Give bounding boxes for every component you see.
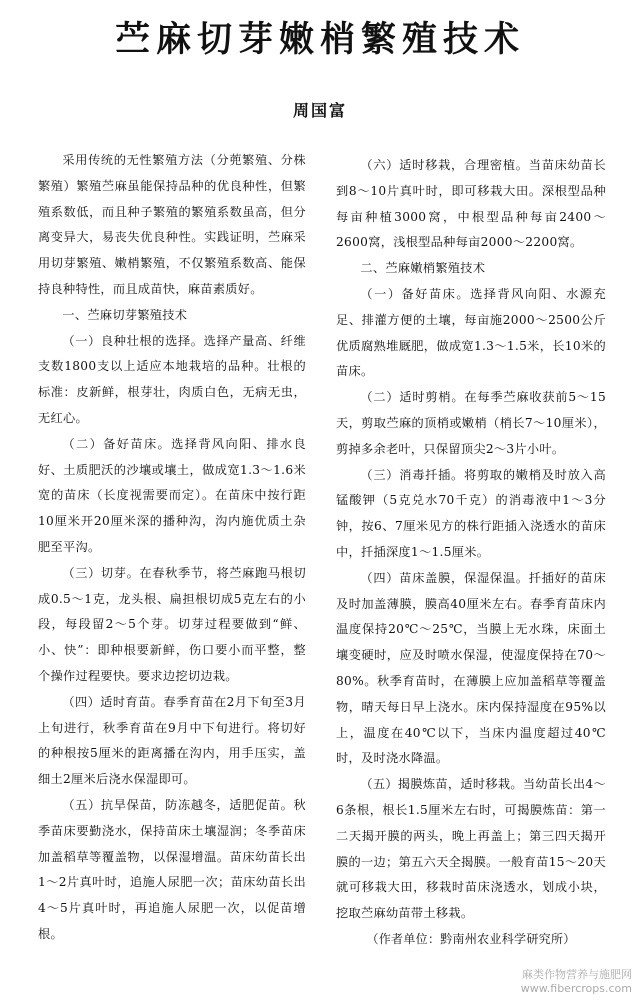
section-heading-cut-bud: 一、苎麻切芽繁殖技术 — [62, 307, 188, 322]
paragraph: （四）适时育苗。春季育苗在2月下旬至3月上旬进行，秋季育苗在9月中下旬进行。将切好的种根按5厘米的距离播在沟内，用手压实，盖细土2厘米后浇水保湿即可。 — [38, 694, 306, 787]
paragraph: （六）适时移栽，合理密植。当苗床幼苗长到8～10片真叶时，即可移栽大田。深根型品种每亩种植3000窝，中根型品种每亩2400～2600窝，浅根型品种每亩2000～2200窝。 — [336, 158, 606, 250]
article-author: 周国富 — [292, 101, 347, 120]
article-title: 苎麻切芽嫩梢繁殖技术 — [114, 20, 525, 60]
paragraph: （三）切芽。在春秋季节，将苎麻跑马根切成0.5～1克，龙头根、扁担根切成5克左右的小段，每段留2～5个芽。切芽过程要做到“鲜、小、快”：即种根要新鲜，伤口要小而平整，整个操作过程要快。要求边挖切边栽。 — [38, 565, 306, 683]
paragraph: （二）适时剪梢。在每季苎麻收获前5～15天，剪取苎麻的顶梢或嫩梢（梢长7～10厘米），剪掉多余老叶，只保留顶尖2～3片小叶。 — [336, 390, 606, 456]
paragraph: （四）苗床盖膜，保湿保温。扦插好的苗床及时加盖薄膜，膜高40厘米左右。春季育苗床内温度保持20℃～25℃，当膜上无水珠，床面土壤变硬时，应及时喷水保湿，使湿度保持在70～80%。秋季育苗时，在薄膜上应加盖稻草等覆盖物，晴天每日早上浇水。床内保持湿度在95%以上，温度在40℃以下，当床内温度超过40℃时，及时浇水降温。 — [336, 570, 606, 766]
site-watermark — [521, 968, 632, 996]
author-affiliation: （作者单位：黔南州农业科学研究所） — [366, 931, 576, 946]
paragraph: （五）揭膜炼苗，适时移栽。当幼苗长出4～6条根，根长1.5厘米左右时，可揭膜炼苗：第一二天揭开膜的两头，晚上再盖上；第三四天揭开膜的一边；第五六天全揭膜。一般育苗15～20天就可移栽大田，移栽时苗床浇透水，划成小块，挖取苎麻幼苗带土移栽。 — [336, 777, 606, 921]
paragraph: （一）备好苗床。选择背风向阳、水源充足、排灌方便的土壤，每亩施2000～2500公斤优质腐熟堆厩肥，做成宽1.3～1.5米，长10米的苗床。 — [336, 286, 606, 379]
section-heading-tender-shoot: 二、苎麻嫩梢繁殖技术 — [360, 261, 486, 276]
paragraph: （一）良种壮根的选择。选择产量高、纤维支数1800支以上适应本地栽培的品种。壮根的标准：皮新鲜，根芽壮，肉质白色，无病无虫，无红心。 — [38, 333, 306, 425]
paragraph: （二）备好苗床。选择背风向阳、排水良好、土质肥沃的沙壤或壤土，做成宽1.3～1.6米宽的苗床（长度视需要而定）。在苗床中按行距10厘米开20厘米深的播种沟，沟内施优质土杂肥至平沟。 — [38, 436, 306, 554]
left-column — [38, 148, 306, 948]
paragraph: （三）消毒扦插。将剪取的嫩梢及时放入高锰酸钾（5克兑水70千克）的消毒液中1～3分钟，按6、7厘米见方的株行距插入浇透水的苗床中，扦插深度1～1.5厘米。 — [336, 467, 606, 559]
intro-paragraph: 采用传统的无性繁殖方法（分蔸繁殖、分株繁殖）繁殖苎麻虽能保持品种的优良种性，但繁殖系数低，而且种子繁殖的繁殖系数虽高，但分离变异大，易丧失优良种性。实践证明，苎麻采用切芽繁殖、嫩梢繁殖，不仅繁殖系数高、能保持良种特性，而且成苗快，麻苗素质好。 — [38, 153, 306, 296]
right-column — [336, 153, 606, 953]
watermark-site-name: 麻类作物营养与施肥网 — [522, 968, 632, 981]
paragraph: （五）抗旱保苗，防冻越冬，适肥促苗。秋季苗床要勤浇水，保持苗床土壤湿润；冬季苗床加盖稻草等覆盖物，以保湿增温。苗床幼苗长出1～2片真叶时，追施人尿肥一次；苗床幼苗长出4～5片真叶时，再追施人尿肥一次，以促苗增根。 — [38, 797, 306, 941]
watermark-url: www.fibercrops.com — [520, 982, 632, 995]
